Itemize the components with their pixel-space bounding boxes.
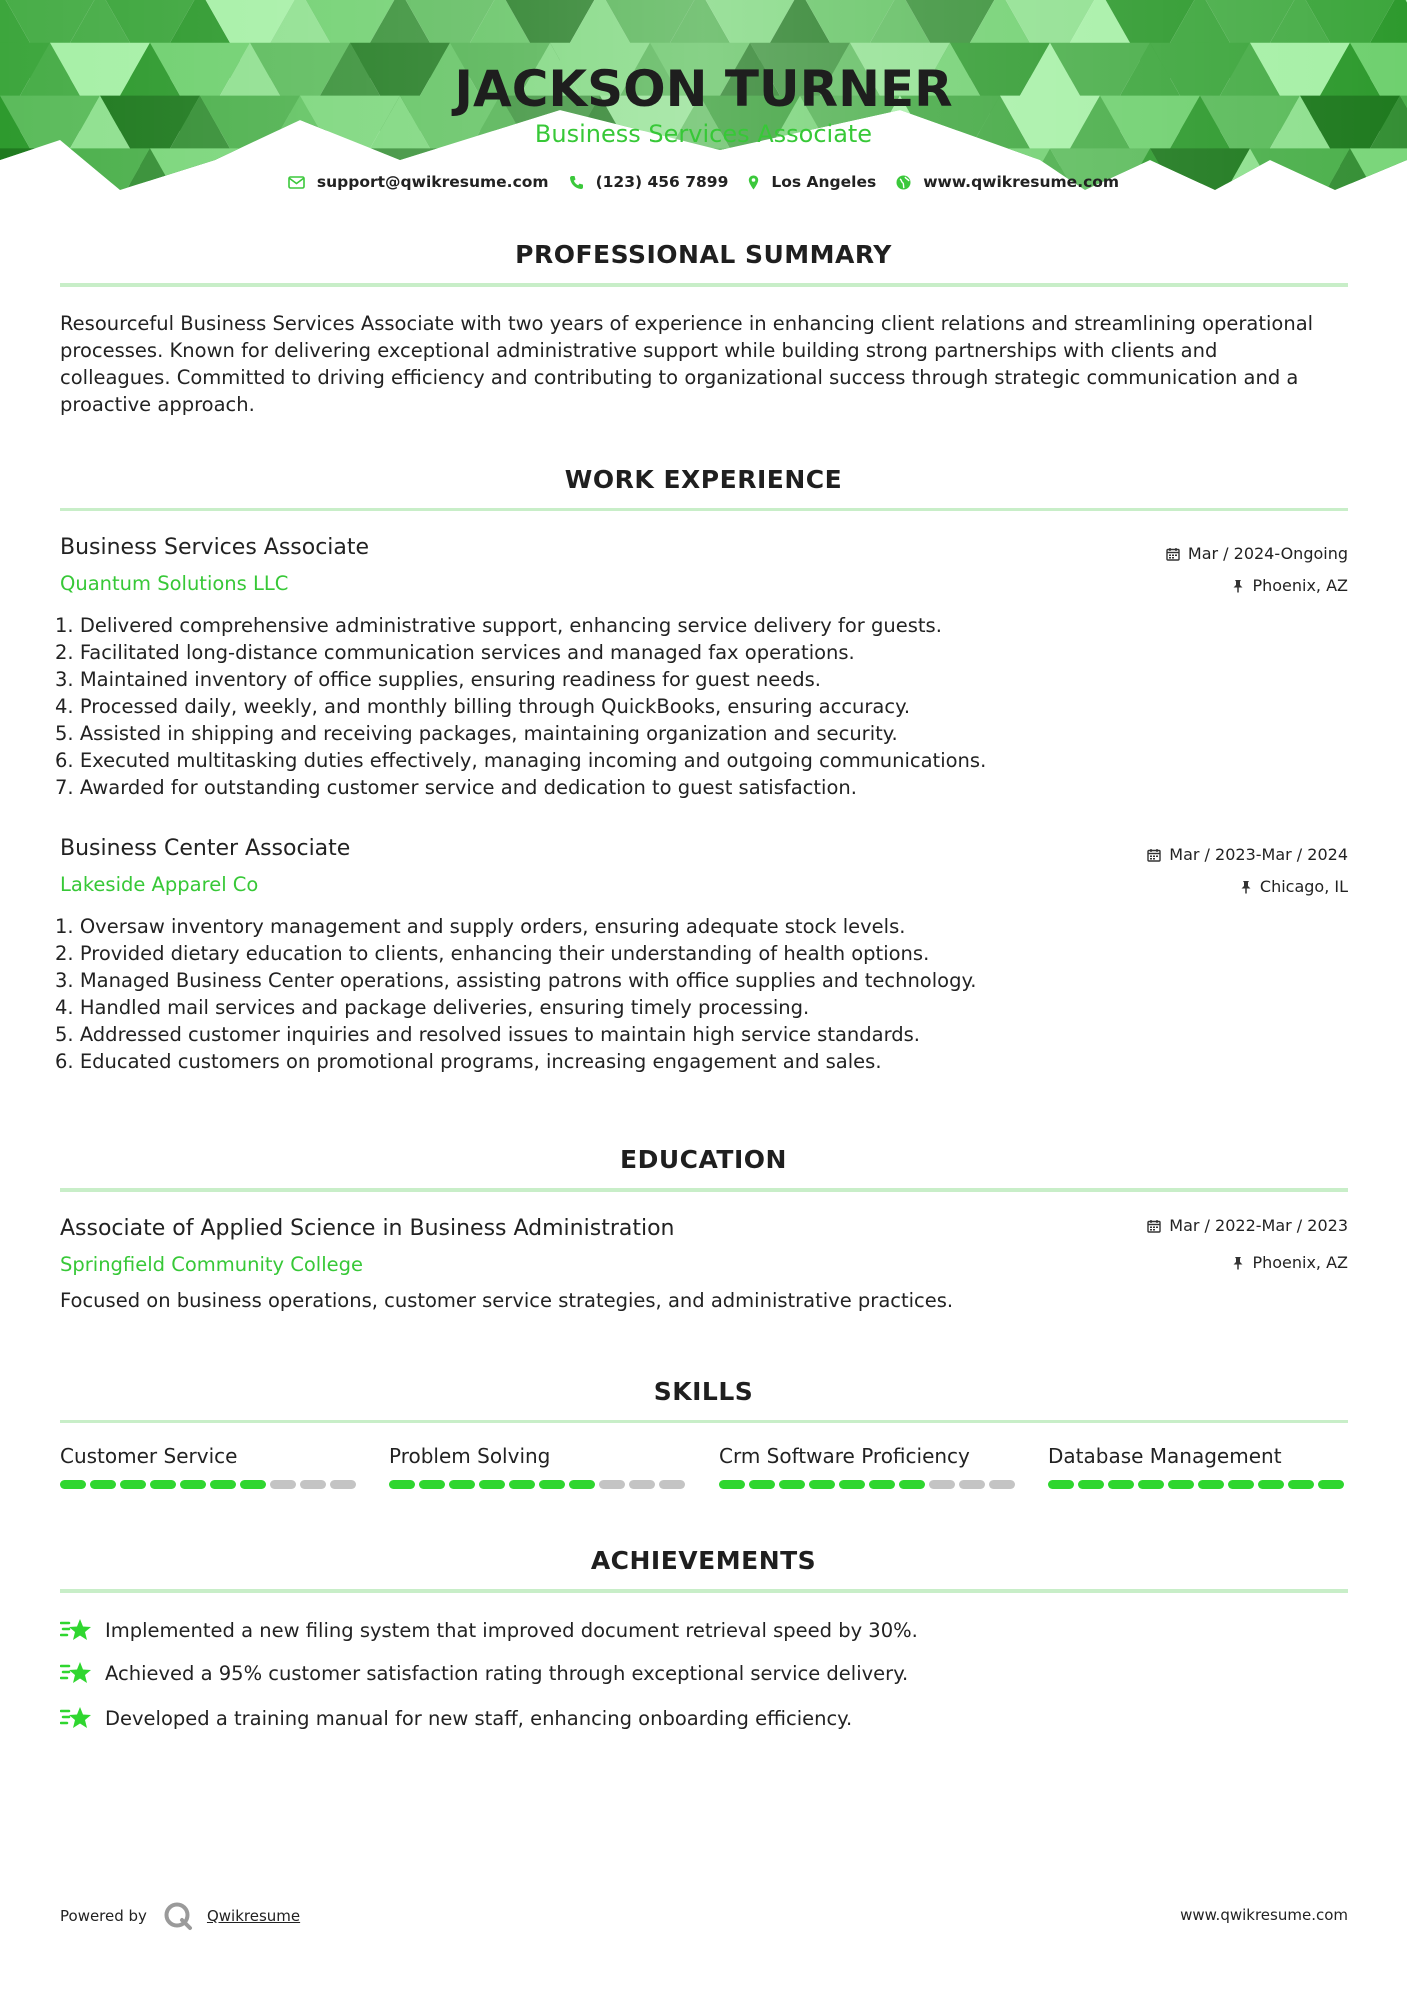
skill-level-segment <box>749 1480 775 1489</box>
phone-text: (123) 456 7899 <box>595 173 729 191</box>
list-item: 5. Assisted in shipping and receiving packages, maintaining organization and security. <box>55 722 898 745</box>
summary-line: Resourceful Business Services Associate with two years of experience in enhancing client relations and streamlining operational <box>60 312 1314 335</box>
list-item: 2. Provided dietary education to clients, enhancing their understanding of health options. <box>55 942 930 965</box>
skill-level-segment <box>120 1480 146 1489</box>
skill-item <box>719 1444 1019 1489</box>
achievements-heading: ACHIEVEMENTS <box>590 1546 817 1575</box>
calendar-icon <box>1166 547 1180 561</box>
skill-level-segment <box>1078 1480 1104 1489</box>
skill-level-segment <box>270 1480 296 1489</box>
skill-level-segment <box>929 1480 955 1489</box>
education-heading: EDUCATION <box>620 1145 787 1174</box>
candidate-role: Business Services Associate <box>534 120 873 148</box>
skill-level-segment <box>539 1480 565 1489</box>
list-item: 1. Delivered comprehensive administrative support, enhancing service delivery for guests. <box>55 614 942 637</box>
summary-text <box>60 310 1350 418</box>
skill-level-segment <box>419 1480 445 1489</box>
skill-level-segment <box>1138 1480 1164 1489</box>
achievements-divider <box>60 1589 1348 1593</box>
job-dates-text: Mar / 2024-Ongoing <box>1187 544 1348 563</box>
skill-level-segment <box>1258 1480 1284 1489</box>
skill-level-bar <box>389 1480 689 1489</box>
job-title: Business Center Associate <box>60 836 351 861</box>
star-award-icon <box>60 1660 92 1686</box>
skill-level-segment <box>509 1480 535 1489</box>
company-name: Lakeside Apparel Co <box>60 873 259 896</box>
education-location-text: Phoenix, AZ <box>1252 1253 1348 1272</box>
education-dates-text: Mar / 2022-Mar / 2023 <box>1169 1216 1348 1235</box>
skill-item <box>389 1444 689 1489</box>
email-text: support@qwikresume.com <box>316 173 549 191</box>
skill-name: Crm Software Proficiency <box>719 1444 970 1468</box>
skill-level-segment <box>90 1480 116 1489</box>
powered-by-label: Powered by <box>60 1907 147 1925</box>
achievement-item <box>60 1660 908 1686</box>
location-text: Los Angeles <box>771 173 877 191</box>
qwikresume-logo-icon <box>163 1901 193 1931</box>
star-award-icon <box>60 1705 92 1731</box>
contact-phone[interactable] <box>569 173 729 191</box>
degree-title: Associate of Applied Science in Business Administration <box>60 1216 675 1241</box>
list-item: 4. Processed daily, weekly, and monthly billing through QuickBooks, ensuring accuracy. <box>55 695 911 718</box>
footer-powered-by <box>60 1901 300 1931</box>
skill-level-segment <box>449 1480 475 1489</box>
skill-level-segment <box>300 1480 326 1489</box>
skill-level-segment <box>569 1480 595 1489</box>
job-location <box>1232 576 1348 595</box>
contact-website[interactable] <box>896 173 1119 191</box>
envelope-icon <box>288 176 305 189</box>
skill-level-segment <box>180 1480 206 1489</box>
skill-level-segment <box>899 1480 925 1489</box>
skill-level-segment <box>1108 1480 1134 1489</box>
list-item: 3. Maintained inventory of office supplies, ensuring readiness for guest needs. <box>55 668 821 691</box>
school-name: Springfield Community College <box>60 1253 364 1276</box>
skill-level-segment <box>1318 1480 1344 1489</box>
skill-level-segment <box>1168 1480 1194 1489</box>
skill-level-bar <box>719 1480 1019 1489</box>
skill-level-bar <box>60 1480 360 1489</box>
skill-level-segment <box>1228 1480 1254 1489</box>
job-responsibilities <box>55 612 1255 801</box>
skill-level-segment <box>479 1480 505 1489</box>
summary-heading: PROFESSIONAL SUMMARY <box>515 240 892 269</box>
summary-line: colleagues. Committed to driving efficiency and contributing to organizational success through strategic communication and a <box>60 366 1299 389</box>
list-item: 2. Facilitated long-distance communication services and managed fax operations. <box>55 641 855 664</box>
map-pin-icon <box>748 175 759 190</box>
skill-level-bar <box>1048 1480 1348 1489</box>
skill-level-segment <box>659 1480 685 1489</box>
pushpin-icon <box>1232 579 1244 593</box>
skill-level-segment <box>869 1480 895 1489</box>
contact-location <box>748 173 876 191</box>
experience-heading: WORK EXPERIENCE <box>564 465 843 494</box>
education-location <box>1232 1253 1348 1272</box>
skill-level-segment <box>809 1480 835 1489</box>
globe-icon <box>896 175 911 190</box>
summary-divider <box>60 283 1348 287</box>
skill-item <box>1048 1444 1348 1489</box>
skill-level-segment <box>599 1480 625 1489</box>
list-item: 1. Oversaw inventory management and supply orders, ensuring adequate stock levels. <box>55 915 906 938</box>
resume-header <box>0 0 1407 200</box>
job-dates <box>1166 544 1348 563</box>
skill-level-segment <box>719 1480 745 1489</box>
contact-email[interactable] <box>288 173 549 191</box>
skill-name: Customer Service <box>60 1444 238 1468</box>
pushpin-icon <box>1240 880 1252 894</box>
job-location-text: Phoenix, AZ <box>1252 576 1348 595</box>
list-item: 3. Managed Business Center operations, assisting patrons with office supplies and technology. <box>55 969 977 992</box>
skill-level-segment <box>989 1480 1015 1489</box>
skill-level-segment <box>779 1480 805 1489</box>
list-item: 7. Awarded for outstanding customer service and dedication to guest satisfaction. <box>55 776 857 799</box>
skill-level-segment <box>389 1480 415 1489</box>
skill-level-segment <box>629 1480 655 1489</box>
achievement-text: Achieved a 95% customer satisfaction rating through exceptional service delivery. <box>105 1661 909 1685</box>
achievement-text: Implemented a new filing system that improved document retrieval speed by 30%. <box>105 1618 918 1642</box>
skill-level-segment <box>150 1480 176 1489</box>
skill-item <box>60 1444 360 1489</box>
skill-level-segment <box>1198 1480 1224 1489</box>
skill-level-segment <box>839 1480 865 1489</box>
skill-level-segment <box>1048 1480 1074 1489</box>
company-name: Quantum Solutions LLC <box>60 572 289 595</box>
skills-divider <box>60 1420 1348 1423</box>
pushpin-icon <box>1232 1256 1244 1270</box>
qwikresume-link[interactable]: Qwikresume <box>206 1907 301 1925</box>
achievement-item <box>60 1617 918 1643</box>
summary-line: processes. Known for delivering exceptional administrative support while building strong partnerships with clients and <box>60 339 1218 362</box>
job-dates-text: Mar / 2023-Mar / 2024 <box>1169 845 1348 864</box>
job-location-text: Chicago, IL <box>1259 877 1348 896</box>
star-award-icon <box>60 1617 92 1643</box>
calendar-icon <box>1147 1219 1161 1233</box>
job-dates <box>1147 845 1348 864</box>
contact-bar <box>0 173 1407 191</box>
skill-level-segment <box>1288 1480 1314 1489</box>
achievement-item <box>60 1705 852 1731</box>
skill-level-segment <box>60 1480 86 1489</box>
skill-level-segment <box>210 1480 236 1489</box>
list-item: 5. Addressed customer inquiries and resolved issues to maintain high service standards. <box>55 1023 921 1046</box>
experience-divider <box>60 508 1348 511</box>
skill-name: Problem Solving <box>389 1444 551 1468</box>
job-title: Business Services Associate <box>60 535 370 560</box>
skill-name: Database Management <box>1048 1444 1282 1468</box>
list-item: 6. Executed multitasking duties effectively, managing incoming and outgoing communications. <box>55 749 987 772</box>
job-location <box>1240 877 1348 896</box>
list-item: 4. Handled mail services and package deliveries, ensuring timely processing. <box>55 996 810 1019</box>
phone-icon <box>569 175 584 190</box>
footer-website[interactable]: www.qwikresume.com <box>1180 1906 1348 1924</box>
candidate-name: JACKSON TURNER <box>454 60 953 118</box>
achievement-text: Developed a training manual for new staff, enhancing onboarding efficiency. <box>105 1706 853 1730</box>
skill-level-segment <box>959 1480 985 1489</box>
summary-line: proactive approach. <box>60 393 255 416</box>
education-divider <box>60 1188 1348 1192</box>
calendar-icon <box>1147 848 1161 862</box>
education-description: Focused on business operations, customer service strategies, and administrative practices. <box>60 1289 954 1312</box>
job-responsibilities <box>55 913 1255 1075</box>
website-text: www.qwikresume.com <box>923 173 1120 191</box>
list-item: 6. Educated customers on promotional programs, increasing engagement and sales. <box>55 1050 882 1073</box>
skill-level-segment <box>240 1480 266 1489</box>
skills-heading: SKILLS <box>653 1377 754 1406</box>
skill-level-segment <box>330 1480 356 1489</box>
education-dates <box>1147 1216 1348 1235</box>
